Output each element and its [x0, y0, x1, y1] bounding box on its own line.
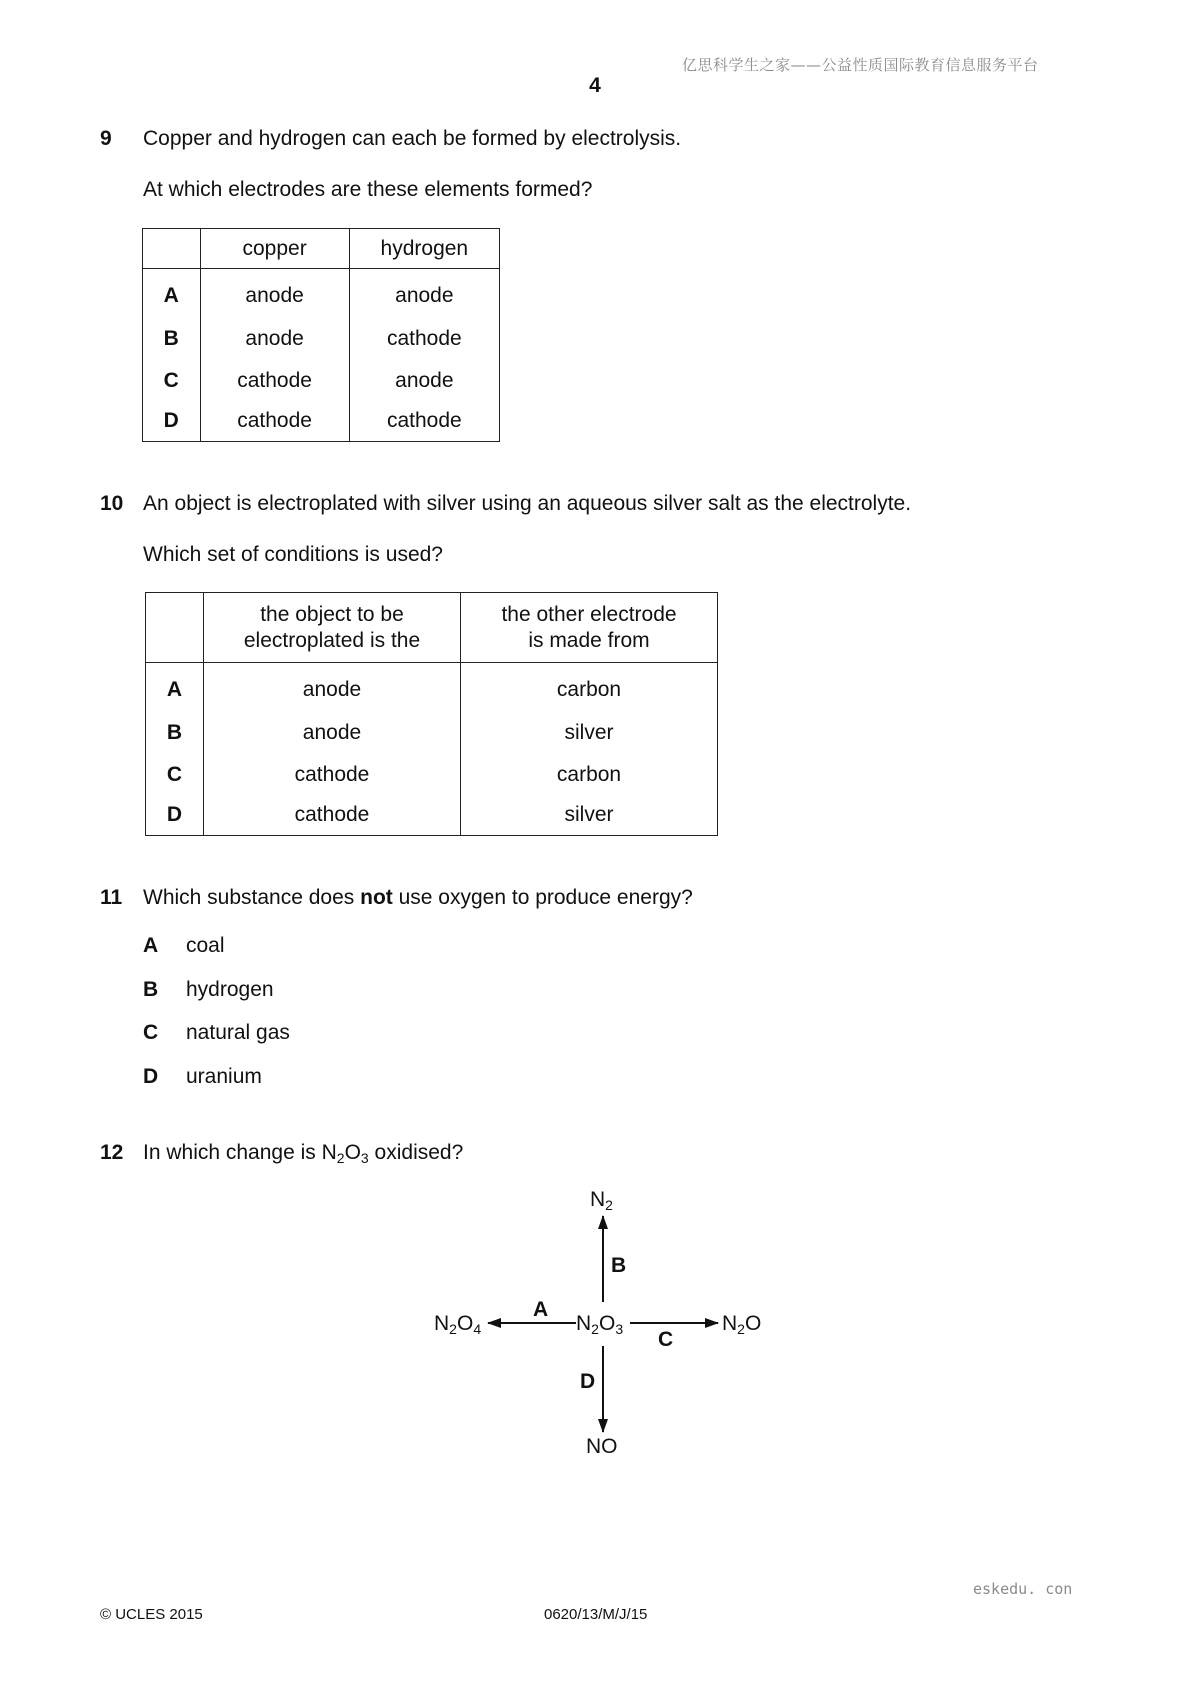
species-left: $N_2O_4$	[434, 1312, 482, 1337]
q10-cell-object: anode	[204, 712, 461, 754]
header-watermark: 亿思科学生之家——公益性质国际教育信息服务平台	[682, 56, 1039, 74]
arrow-b-label: B	[611, 1254, 627, 1277]
q10-row-d	[146, 796, 718, 836]
q9-cell-copper: anode	[200, 269, 349, 318]
q10-cell-object: anode	[204, 663, 461, 712]
q9-option-letter: D	[143, 402, 201, 442]
q9-table-header	[143, 229, 500, 269]
q10-cell-electrode: silver	[461, 712, 718, 754]
q10-option-letter: D	[146, 796, 204, 836]
q10-header-object-line1: the object to be	[260, 602, 404, 626]
q10-cell-electrode: carbon	[461, 663, 718, 712]
q10-header-object-line2: electroplated is the	[243, 628, 421, 652]
q12-text	[143, 1141, 463, 1165]
q11-option-text: uranium	[186, 1065, 262, 1088]
q12-number: 12	[100, 1141, 124, 1164]
arrow-d-label: D	[580, 1370, 596, 1393]
species-right: $N_2O$	[722, 1312, 762, 1337]
q9-cell-hydrogen: anode	[349, 360, 499, 402]
q10-cell-object: cathode	[204, 796, 461, 836]
q11-option-text: coal	[186, 934, 225, 957]
q11-number: 11	[100, 886, 123, 909]
q12-formula: $N_2O_3$	[321, 1141, 369, 1166]
q9-row-b	[143, 318, 500, 360]
q10-table	[145, 592, 718, 836]
q10-header-electrode	[461, 593, 718, 663]
q9-header-blank	[143, 229, 201, 269]
q10-cell-electrode: silver	[461, 796, 718, 836]
q9-number: 9	[100, 127, 112, 150]
footer-code: 0620/13/M/J/15	[544, 1606, 648, 1623]
q12-text-before: In which change is	[143, 1141, 322, 1164]
page-number: 4	[589, 74, 601, 97]
q10-header-blank	[146, 593, 204, 663]
q9-row-a	[143, 269, 500, 318]
q9-cell-copper: cathode	[200, 360, 349, 402]
q11-option-letter: A	[143, 934, 159, 957]
q10-cell-object: cathode	[204, 754, 461, 796]
q9-text: Copper and hydrogen can each be formed by electrolysis.	[143, 127, 682, 150]
q10-row-a	[146, 663, 718, 712]
q11-option-letter: B	[143, 978, 159, 1001]
q9-option-letter: C	[143, 360, 201, 402]
footer-copyright: © UCLES 2015	[100, 1606, 203, 1623]
arrow-c-label: C	[658, 1328, 674, 1351]
q10-text: An object is electroplated with silver using an aqueous silver salt as the electrolyte.	[143, 492, 912, 515]
q9-cell-copper: anode	[200, 318, 349, 360]
q9-prompt: At which electrodes are these elements formed?	[143, 178, 593, 201]
footer-site: eskedu. con	[973, 1580, 1073, 1598]
species-top: $N_2$	[590, 1188, 613, 1213]
q10-row-c	[146, 754, 718, 796]
q9-cell-hydrogen: cathode	[349, 318, 499, 360]
q10-header-electrode-line2: is made from	[528, 628, 650, 652]
q10-header-electrode-line1: the other electrode	[501, 602, 677, 626]
q9-table	[142, 228, 500, 442]
q9-row-d	[143, 402, 500, 442]
q12-diagram	[400, 1180, 820, 1470]
q11-text-before: Which substance does	[143, 886, 361, 909]
species-center: $N_2O_3$	[576, 1312, 624, 1337]
species-bottom: NO	[586, 1435, 618, 1458]
q10-option-letter: C	[146, 754, 204, 796]
q11-text-after: use oxygen to produce energy?	[392, 886, 693, 909]
q10-table-header	[146, 593, 718, 663]
q10-option-letter: B	[146, 712, 204, 754]
q11-option-text: natural gas	[186, 1021, 290, 1044]
q10-option-letter: A	[146, 663, 204, 712]
q11-option-text: hydrogen	[186, 978, 274, 1001]
q10-cell-electrode: carbon	[461, 754, 718, 796]
q9-option-letter: B	[143, 318, 201, 360]
q9-cell-hydrogen: anode	[349, 269, 499, 318]
q10-header-object	[204, 593, 461, 663]
q9-option-letter: A	[143, 269, 201, 318]
q10-number: 10	[100, 492, 124, 515]
q12-text-after: oxidised?	[368, 1141, 464, 1164]
q11-option-letter: C	[143, 1021, 159, 1044]
q11-text-bold: not	[360, 886, 393, 909]
q11-option-letter: D	[143, 1065, 159, 1088]
q10-row-b	[146, 712, 718, 754]
q10-prompt: Which set of conditions is used?	[143, 543, 443, 566]
q9-header-copper: copper	[200, 229, 349, 269]
q9-cell-copper: cathode	[200, 402, 349, 442]
q9-header-hydrogen: hydrogen	[349, 229, 499, 269]
q11-text	[143, 886, 693, 910]
q9-cell-hydrogen: cathode	[349, 402, 499, 442]
arrow-a-label: A	[533, 1298, 549, 1321]
q9-row-c	[143, 360, 500, 402]
